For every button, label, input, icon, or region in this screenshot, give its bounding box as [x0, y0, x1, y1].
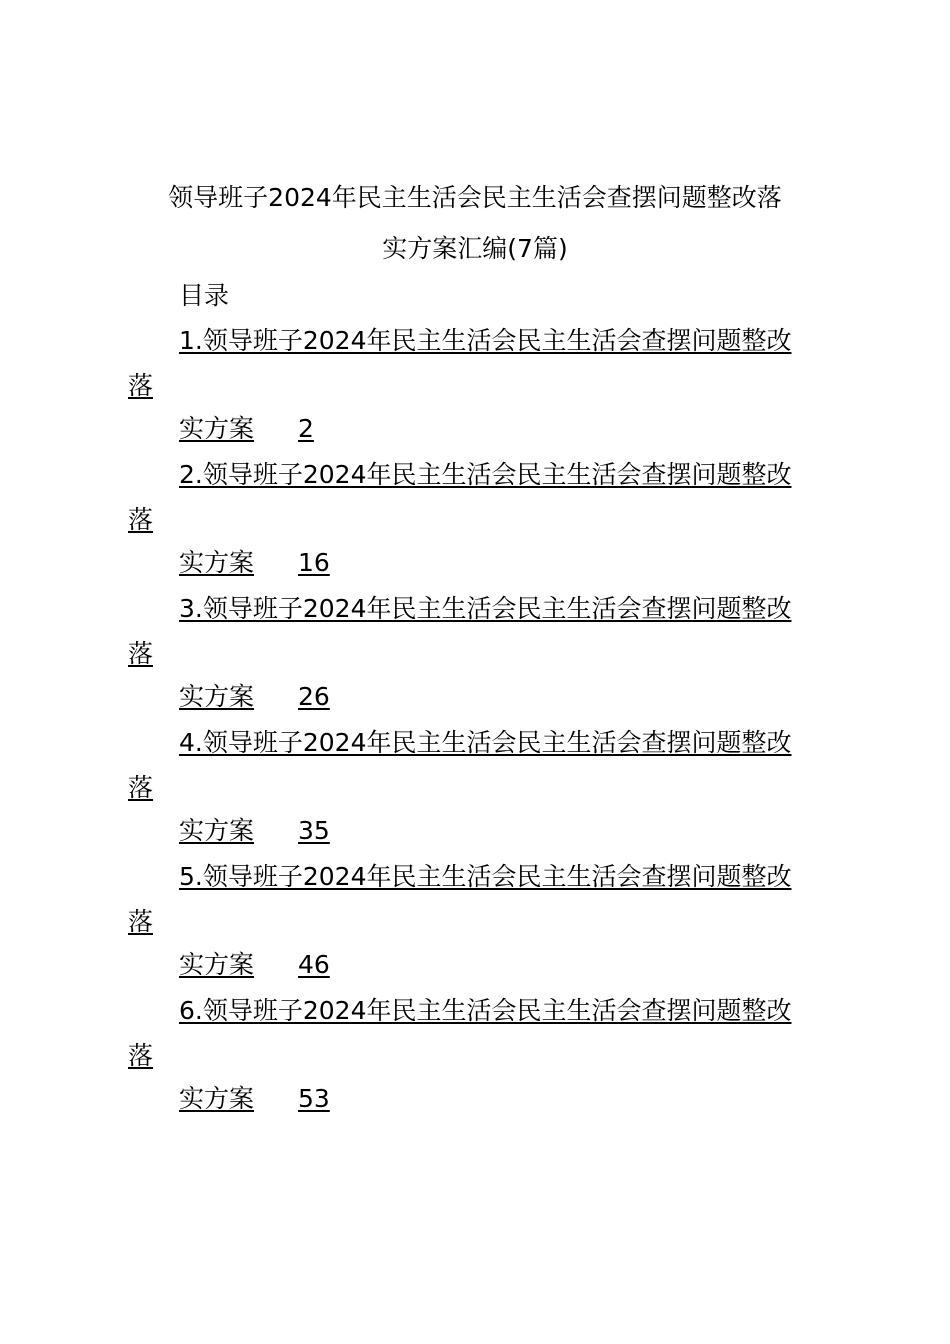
toc-entry-title-continued[interactable]: 落 — [128, 773, 154, 802]
toc-entry-title-end[interactable] — [179, 1084, 330, 1114]
toc-entry-title-tail: 实方案 — [179, 1084, 255, 1113]
toc-entry-6[interactable] — [0, 996, 950, 1126]
toc-entry-5[interactable] — [0, 862, 950, 992]
toc-entry-title[interactable]: 3.领导班子2024年民主生活会民主生活会查摆问题整改 — [179, 594, 792, 623]
toc-entry-title-tail: 实方案 — [179, 414, 255, 443]
toc-page-number: 16 — [298, 548, 330, 577]
toc-entry-title[interactable]: 4.领导班子2024年民主生活会民主生活会查摆问题整改 — [179, 728, 792, 757]
toc-entry-title-end[interactable] — [179, 682, 330, 712]
document-title-line-1: 领导班子2024年民主生活会民主生活会查摆问题整改落 — [168, 183, 782, 212]
toc-page-number: 35 — [298, 816, 330, 845]
toc-entry-4[interactable] — [0, 728, 950, 858]
toc-heading: 目录 — [179, 281, 230, 310]
toc-entry-1[interactable] — [0, 326, 950, 456]
toc-entry-title-continued[interactable]: 落 — [128, 639, 154, 668]
document-title-line-2: 实方案汇编(7篇) — [382, 234, 568, 263]
toc-entry-title[interactable]: 1.领导班子2024年民主生活会民主生活会查摆问题整改 — [179, 326, 792, 355]
toc-page-number: 2 — [298, 414, 314, 443]
toc-page-number: 26 — [298, 682, 330, 711]
toc-entry-title[interactable]: 6.领导班子2024年民主生活会民主生活会查摆问题整改 — [179, 996, 792, 1025]
toc-entry-title-tail: 实方案 — [179, 682, 255, 711]
toc-entry-title-tail: 实方案 — [179, 816, 255, 845]
toc-entry-title-continued[interactable]: 落 — [128, 505, 154, 534]
toc-entry-title[interactable]: 2.领导班子2024年民主生活会民主生活会查摆问题整改 — [179, 460, 792, 489]
toc-entry-3[interactable] — [0, 594, 950, 724]
toc-entry-2[interactable] — [0, 460, 950, 590]
toc-page-number: 53 — [298, 1084, 330, 1113]
toc-page-number: 46 — [298, 950, 330, 979]
toc-entry-title-continued[interactable]: 落 — [128, 907, 154, 936]
toc-entry-title[interactable]: 5.领导班子2024年民主生活会民主生活会查摆问题整改 — [179, 862, 792, 891]
toc-entry-title-tail: 实方案 — [179, 950, 255, 979]
toc-entry-title-end[interactable] — [179, 950, 330, 980]
toc-entry-title-continued[interactable]: 落 — [128, 371, 154, 400]
toc-entry-title-continued[interactable]: 落 — [128, 1041, 154, 1070]
toc-entry-title-end[interactable] — [179, 816, 330, 846]
toc-entry-title-end[interactable] — [179, 548, 330, 578]
toc-entry-title-tail: 实方案 — [179, 548, 255, 577]
toc-entry-title-end[interactable] — [179, 414, 314, 444]
